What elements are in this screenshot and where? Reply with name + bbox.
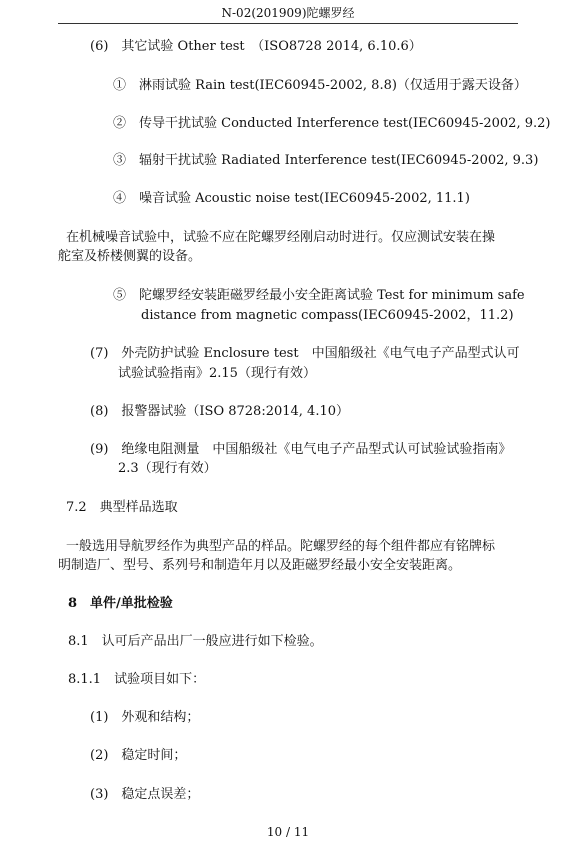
list-item-2: (2) 稳定时间； [90, 748, 187, 763]
paragraph-noise-line-1: 在机械噪音试验中，试验不应在陀螺罗经刚启动时进行。仅应测试安装在操 [66, 230, 496, 245]
section-8-1: 8.1 认可后产品出厂一般应进行如下检验。 [68, 634, 323, 649]
page-header: N-02(201909)陀螺罗经 [221, 6, 355, 20]
item-7-enclosure-line-2: 试验试验指南》2.15（现行有效） [118, 366, 316, 381]
list-item-3: (3) 稳定点误差； [90, 787, 200, 802]
item-acoustic-noise: ④ 噪音试验 Acoustic noise test(IEC60945-2002, 11.1) [113, 191, 470, 206]
paragraph-sample-line-1: 一般选用导航罗经作为典型产品的样品。陀螺罗经的每个组件都应有铭牌标 [66, 539, 496, 554]
item-radiated-interference: ③ 辐射干扰试验 Radiated Interference test(IEC60945-2002, 9.3) [113, 153, 539, 168]
item-9-insulation-line-2: 2.3（现行有效） [118, 461, 217, 476]
item-9-insulation-line-1: (9) 绝缘电阻测量 中国船级社《电气电子产品型式认可试验试验指南》 [90, 442, 512, 457]
item-8-alarm-test: (8) 报警器试验（ISO 8728:2014, 4.10） [90, 404, 350, 419]
item-7-enclosure-line-1: (7) 外壳防护试验 Enclosure test 中国船级社《电气电子产品型式认可 [90, 346, 520, 361]
section-7-2-heading: 7.2 典型样品选取 [66, 500, 178, 515]
section-8-1-1: 8.1.1 试验项目如下： [68, 672, 206, 687]
item-rain-test: ① 淋雨试验 Rain test(IEC60945-2002, 8.8)（仅适用于露天设备） [113, 78, 527, 93]
item-safe-distance-line-1: ⑤ 陀螺罗经安装距磁罗经最小安全距离试验 Test for minimum safe [113, 288, 525, 303]
paragraph-noise-line-2: 舵室及桥楼侧翼的设备。 [58, 249, 202, 264]
item-safe-distance-line-2: distance from magnetic compass(IEC60945-2002，11.2) [141, 308, 514, 323]
page-number: 10 / 11 [266, 825, 310, 839]
item-conducted-interference: ② 传导干扰试验 Conducted Interference test(IEC60945-2002, 9.2) [113, 116, 551, 131]
paragraph-sample-line-2: 明制造厂、型号、系列号和制造年月以及距磁罗经最小安全安装距离。 [58, 558, 462, 573]
header-rule [58, 23, 518, 24]
item-6-other-test: (6) 其它试验 Other test （ISO8728 2014, 6.10.6） [90, 39, 422, 54]
section-8-heading: 8 单件/单批检验 [68, 596, 173, 611]
list-item-1: (1) 外观和结构； [90, 710, 200, 725]
